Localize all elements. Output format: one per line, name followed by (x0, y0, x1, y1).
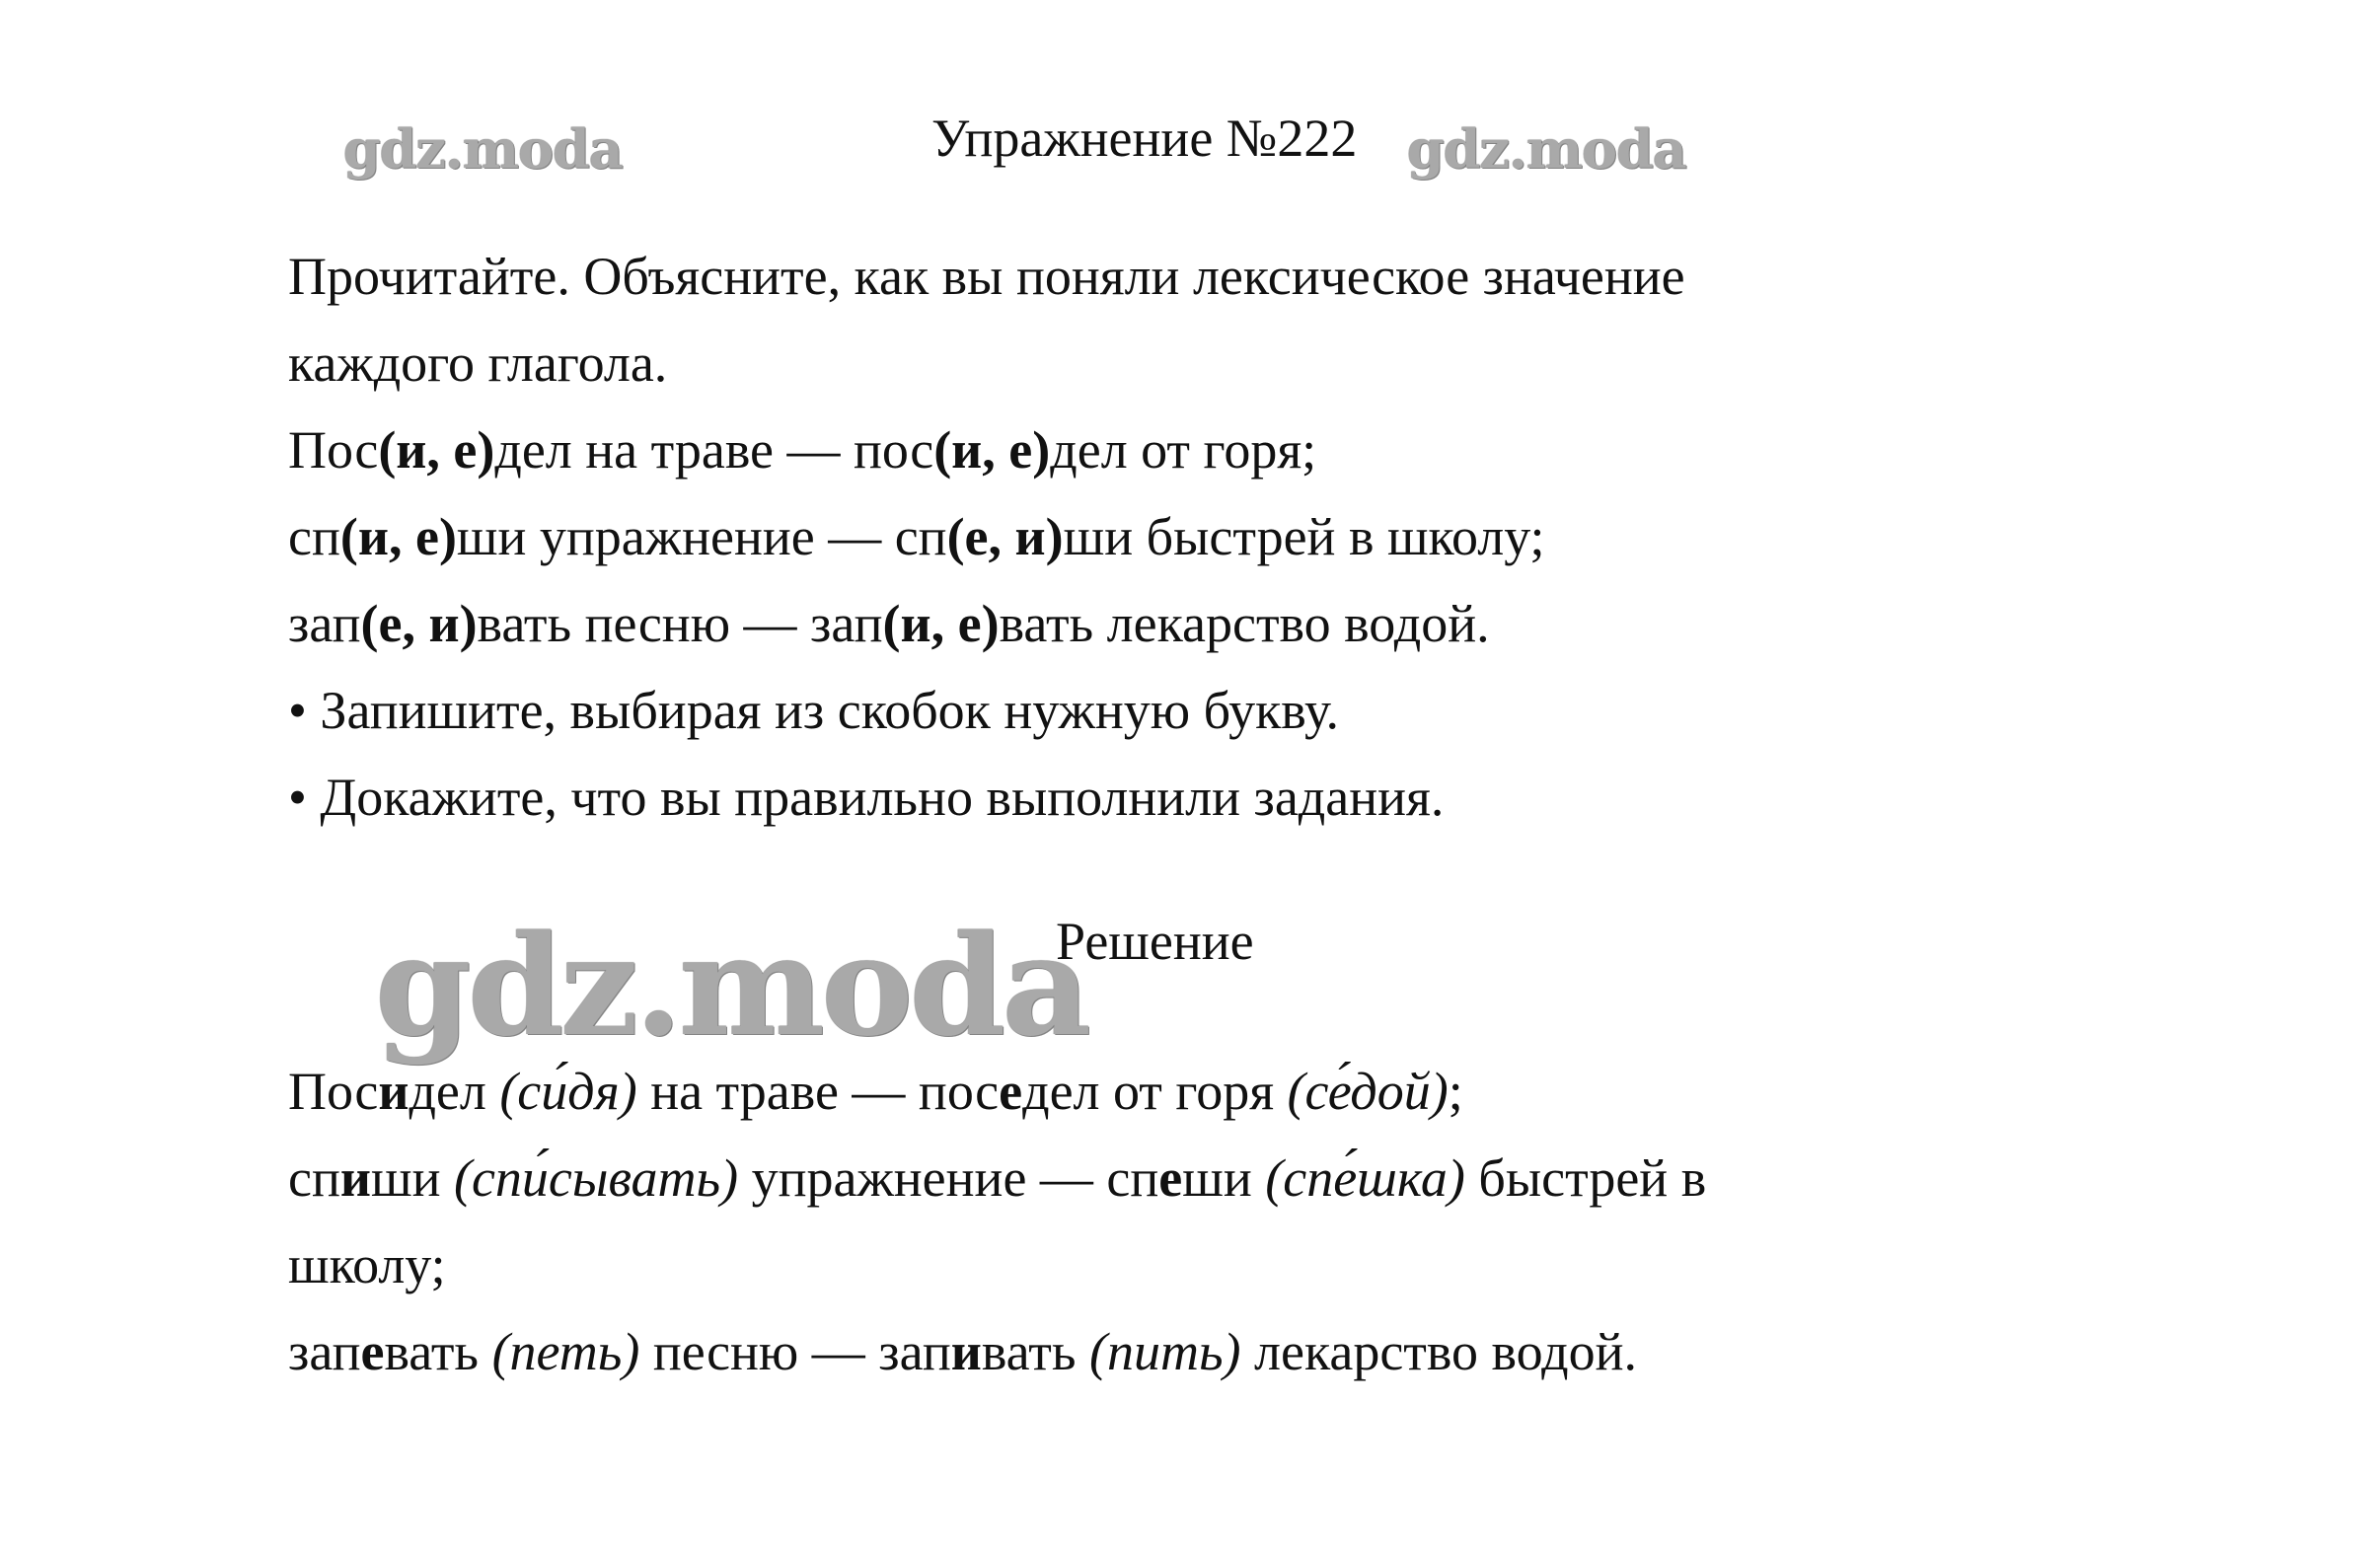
exercise-title: Упражнение №222 (931, 109, 1358, 168)
solution-line-1: Посидел (си́дя) на траве — поседел от горя (се́дой); (288, 1062, 1463, 1121)
task-bullet-2: • Докажите, что вы правильно выполнили задания. (288, 768, 1445, 827)
task-instruction-cont: каждого глагола. (288, 333, 668, 393)
task-bullet-1: • Запишите, выбирая из скобок нужную букву. (288, 681, 1340, 740)
watermark-logo: gdz.moda (1407, 117, 1686, 181)
solution-line-3: запевать (петь) песню — запивать (пить) лекарство водой. (288, 1322, 1637, 1381)
solution-line-2-cont: школу; (288, 1235, 446, 1294)
watermark-logo-large: gdz.moda (375, 906, 1088, 1068)
task-instruction: Прочитайте. Объясните, как вы поняли лексическое значение (288, 247, 1685, 306)
watermark-logo: gdz.moda (343, 117, 623, 181)
task-example-1: Пос(и, е)дел на траве — пос(и, е)дел от горя; (288, 420, 1317, 480)
solution-line-2: спиши (спи́сывать) упражнение — спеши (спе́шка) быстрей в (288, 1148, 1707, 1208)
solution-title: Решение (1056, 912, 1254, 971)
task-example-2: сп(и, е)ши упражнение — сп(е, и)ши быстрей в школу; (288, 507, 1545, 566)
task-example-3: зап(е, и)вать песню — зап(и, е)вать лекарство водой. (288, 594, 1490, 653)
